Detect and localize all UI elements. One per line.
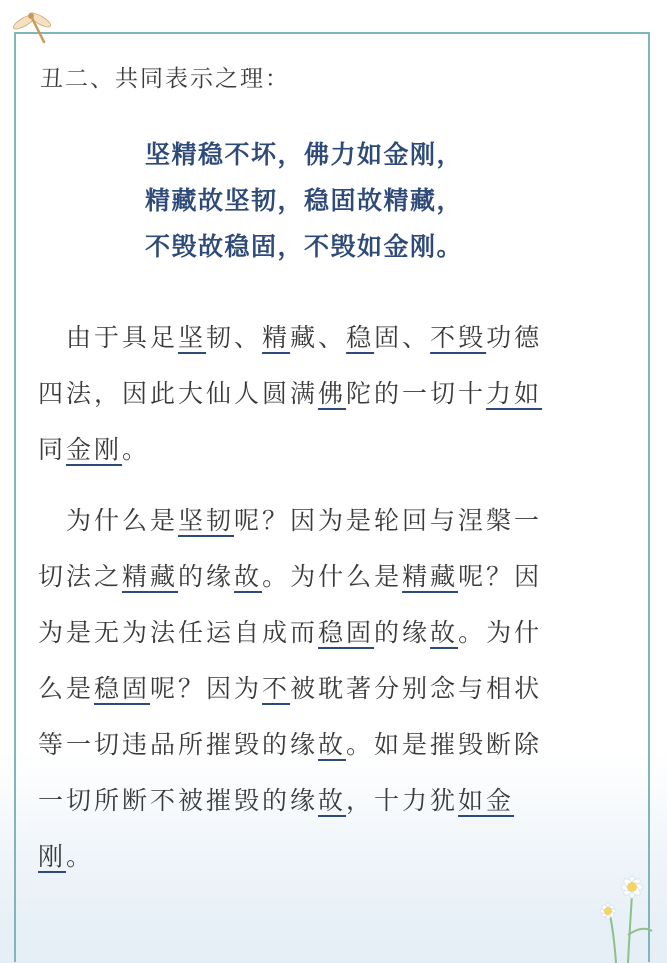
text-run: 。 [66,842,95,871]
text-run: 四法，因此大仙人圆满 [38,379,319,408]
paragraph-line [38,422,633,478]
text-run: 呢？因为 [150,674,263,703]
underlined-term: 精藏 [122,562,179,591]
text-run: 。如是摧毁断除 [346,730,543,759]
underlined-term: 佛 [318,379,347,408]
verse-line: 精藏故坚韧，稳固故精藏， [145,186,464,215]
verse-block [145,132,463,270]
underlined-term: 坚 [178,323,207,352]
paragraph-line [38,310,633,366]
text-run: 陀的一切十 [346,379,487,408]
paragraph-line [38,605,633,661]
text-run: 呢？因 [458,562,543,591]
underlined-term: 稳 [346,323,375,352]
text-run: 功德 [486,323,543,352]
text-run: 。为什 [458,618,543,647]
paragraph-line [38,661,633,717]
text-run: 固、 [374,323,431,352]
text-run: 的缘 [374,618,431,647]
underlined-term: 精藏 [402,562,459,591]
underlined-term: 力如 [486,379,543,408]
underlined-term: 不 [262,674,291,703]
underlined-term: 坚韧 [178,506,235,535]
text-run: 一切所断不被摧毁的缘 [38,786,319,815]
paragraph-line [38,717,633,773]
text-run: 。 [122,435,151,464]
paragraph-line [38,366,633,422]
text-run: 么是 [38,674,95,703]
underlined-term: 故 [318,730,347,759]
underlined-term: 刚 [38,842,67,871]
text-run: 同 [38,435,67,464]
dragonfly-icon [10,6,54,46]
text-run: 藏、 [290,323,347,352]
paragraph-line [38,493,633,549]
underlined-term: 如金 [458,786,515,815]
verse-line: 不毁故稳固，不毁如金刚。 [145,232,464,261]
daisy-flower-icon [580,855,667,963]
section-heading: 丑二、共同表示之理： [40,66,290,92]
underlined-term: 金刚 [66,435,123,464]
text-run: 切法之 [38,562,123,591]
underlined-term: 稳固 [94,674,151,703]
text-run: ，十力犹 [346,786,459,815]
text-run: 呢？因为是轮回与涅槃一 [234,506,543,535]
text-run: 。为什么是 [262,562,403,591]
underlined-term: 故 [318,786,347,815]
paragraph-line [38,549,633,605]
underlined-term: 精 [262,323,291,352]
paragraph-1 [38,310,633,478]
text-run: 被耽著分别念与相状 [290,674,543,703]
verse-line: 坚精稳不坏，佛力如金刚， [145,140,464,169]
text-run: 为什么是 [38,506,179,535]
underlined-term: 不毁 [430,323,487,352]
text-run: 韧、 [206,323,263,352]
text-run: 为是无为法任运自成而 [38,618,319,647]
text-run: 等一切违品所摧毁的缘 [38,730,319,759]
underlined-term: 稳固 [318,618,375,647]
paragraph-line [38,829,633,885]
paragraph-2 [38,493,633,885]
underlined-term: 故 [234,562,263,591]
paragraph-line [38,773,633,829]
text-run: 由于具足 [38,323,179,352]
text-run: 的缘 [178,562,235,591]
underlined-term: 故 [430,618,459,647]
